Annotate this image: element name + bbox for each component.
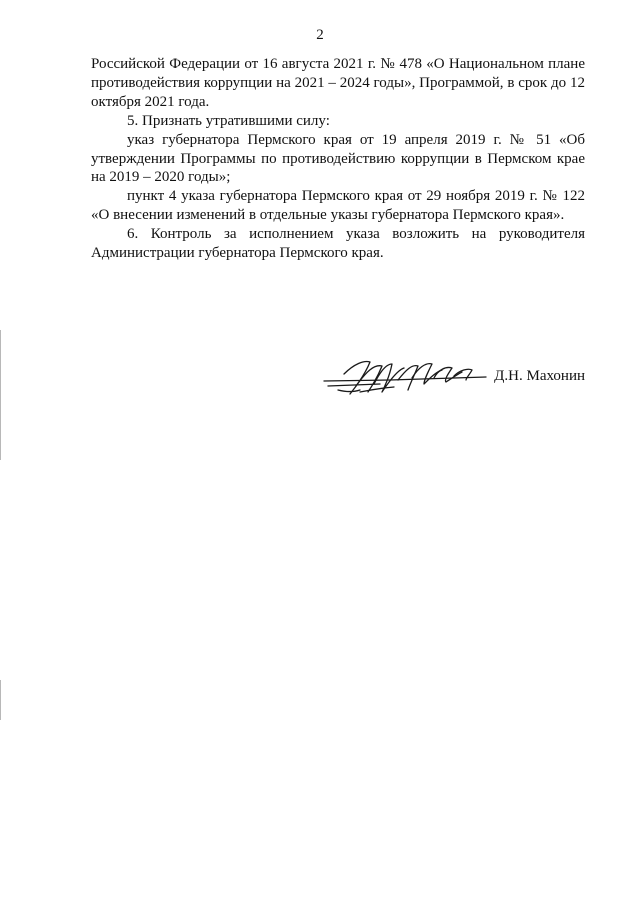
- left-margin-line: [0, 330, 1, 460]
- paragraph-repealed-decree-51: указ губернатора Пермского края от 19 апреля 2019 г. № 51 «Об утверждении Программы по противодействию коррупции в Пермском крае на 2019 – 2020 годы»;: [91, 131, 585, 186]
- paragraph-item-6: 6. Контроль за исполнением указа возложить на руководителя Администрации губернатора Пермского края.: [91, 226, 585, 262]
- document-body: [91, 55, 585, 263]
- handwritten-signature: [320, 350, 490, 402]
- left-margin-line: [0, 680, 1, 720]
- signer-name: Д.Н. Махонин: [494, 368, 585, 384]
- paragraph-repealed-decree-122: пункт 4 указа губернатора Пермского края от 29 ноября 2019 г. № 122 «О внесении изменений в отдельные указы губернатора Пермского края».: [91, 188, 585, 224]
- page-number: 2: [316, 27, 324, 43]
- signature-block: [320, 350, 590, 402]
- paragraph-item-5: 5. Признать утратившими силу:: [127, 112, 330, 129]
- paragraph-continuation: Российской Федерации от 16 августа 2021 г. № 478 «О Национальном плане противодействия коррупции на 2021 – 2024 годы», Программой, в срок до 12 октября 2021 года.: [91, 56, 585, 110]
